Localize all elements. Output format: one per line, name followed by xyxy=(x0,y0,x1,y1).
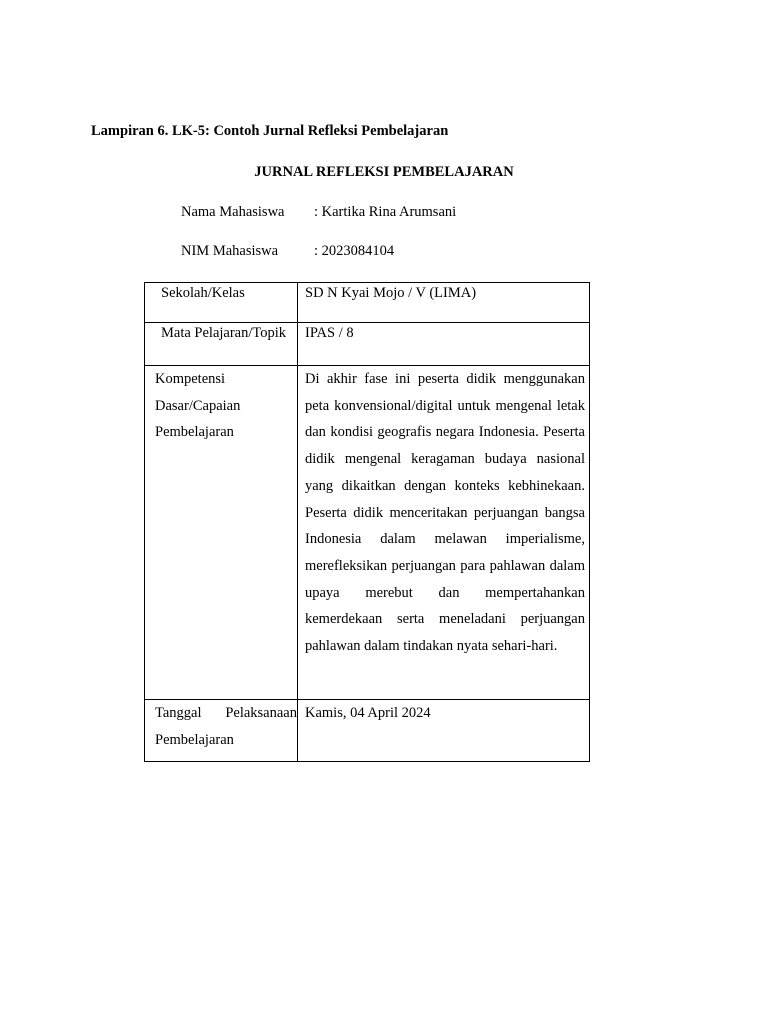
student-name-value: : Kartika Rina Arumsani xyxy=(314,204,457,220)
student-nim-row xyxy=(181,243,394,260)
student-name-row xyxy=(181,204,456,221)
document-title: JURNAL REFLEKSI PEMBELAJARAN xyxy=(254,164,514,180)
table-row-date xyxy=(145,700,590,762)
student-name-label: Nama Mahasiswa xyxy=(181,204,285,220)
table-row-school xyxy=(145,283,590,323)
subject-value: IPAS / 8 xyxy=(305,325,354,341)
date-value: Kamis, 04 April 2024 xyxy=(305,705,431,721)
student-nim-label: NIM Mahasiswa xyxy=(181,243,279,259)
table-row-competency xyxy=(145,366,590,700)
competency-label: Kompetensi Dasar/Capaian Pembelajaran xyxy=(155,371,241,441)
reflection-table xyxy=(144,282,590,762)
student-nim-value: : 2023084104 xyxy=(314,243,395,259)
appendix-title: Lampiran 6. LK-5: Contoh Jurnal Refleksi Pembelajaran xyxy=(91,123,449,139)
school-label: Sekolah/Kelas xyxy=(161,285,245,301)
date-label: Tanggal Pelaksanaan Pembelajaran xyxy=(155,705,297,748)
competency-value: Di akhir fase ini peserta didik menggunakan peta konvensional/digital untuk mengenal letak dan kondisi geografis negara Indonesia. Peserta didik mengenal keragaman budaya nasional yang dikaitkan dengan konteks kebhinekaan. Peserta didik menceritakan perjuangan bangsa Indonesia dalam melawan imperialisme, merefleksikan perjuangan para pahlawan dalam upaya merebut dan mempertahankan kemerdekaan serta meneladani perjuangan pahlawan dalam tindakan nyata sehari-hari. xyxy=(305,371,585,655)
table-row-subject xyxy=(145,323,590,366)
subject-label: Mata Pelajaran/Topik xyxy=(161,325,287,341)
school-value: SD N Kyai Mojo / V (LIMA) xyxy=(305,285,477,301)
